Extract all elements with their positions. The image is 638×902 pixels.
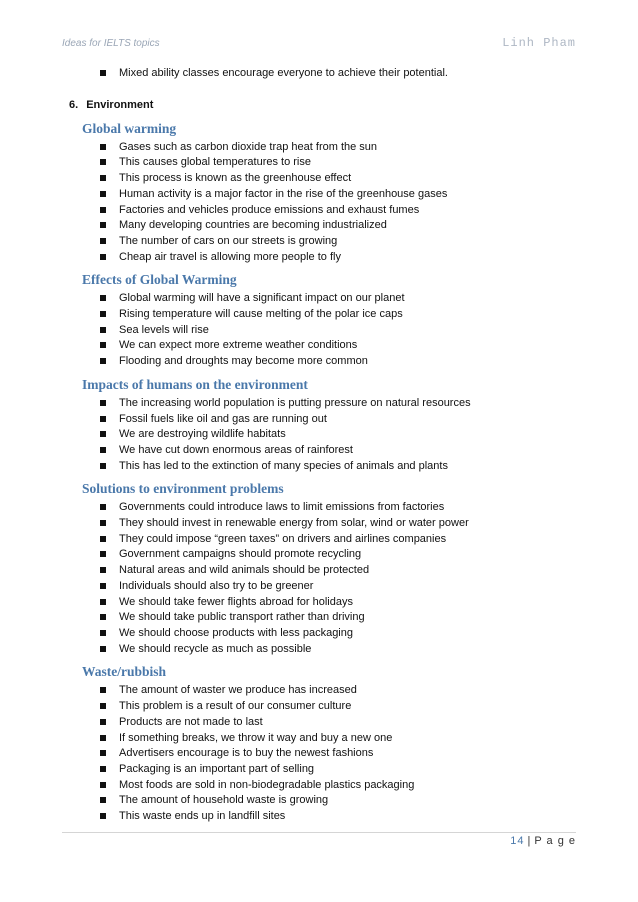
subsection-heading: Global warming [82, 120, 177, 136]
bullet-list [62, 140, 582, 266]
list-item: The number of cars on our streets is growing [100, 234, 582, 250]
list-item: Cheap air travel is allowing more people to fly [100, 250, 582, 266]
list-item: Advertisers encourage is to buy the newest fashions [100, 746, 582, 762]
list-item: Individuals should also try to be greener [100, 579, 582, 595]
page-footer [510, 835, 576, 847]
page-label: P a g e [534, 835, 576, 847]
list-item: We should choose products with less packaging [100, 626, 582, 642]
section-number: 6. [69, 98, 79, 111]
list-item: We can expect more extreme weather conditions [100, 338, 582, 354]
list-item: Gases such as carbon dioxide trap heat from the sun [100, 140, 582, 156]
list-item: Mixed ability classes encourage everyone to achieve their potential. [100, 66, 582, 82]
list-item: This waste ends up in landfill sites [100, 809, 582, 825]
list-item: We have cut down enormous areas of rainforest [100, 443, 582, 459]
subsection-heading: Waste/rubbish [82, 664, 167, 680]
section-title-text: Environment [86, 98, 154, 111]
list-item: We are destroying wildlife habitats [100, 427, 582, 443]
list-item: Most foods are sold in non-biodegradable plastics packaging [100, 778, 582, 794]
list-item: Packaging is an important part of selling [100, 762, 582, 778]
list-item: This problem is a result of our consumer culture [100, 699, 582, 715]
header-topic: Ideas for IELTS topics [62, 38, 160, 49]
list-item: Global warming will have a significant impact on our planet [100, 291, 582, 307]
page-number: 14 [510, 835, 525, 847]
list-item: We should take public transport rather than driving [100, 610, 582, 626]
list-item: Human activity is a major factor in the rise of the greenhouse gases [100, 187, 582, 203]
subsections [62, 121, 582, 825]
list-item: We should recycle as much as possible [100, 642, 582, 658]
list-item: This process is known as the greenhouse effect [100, 171, 582, 187]
list-item: If something breaks, we throw it way and buy a new one [100, 731, 582, 747]
document-body [62, 66, 582, 825]
list-item: We should take fewer flights abroad for holidays [100, 595, 582, 611]
page-header [62, 38, 576, 54]
bullet-list [62, 396, 582, 475]
list-item: They could impose “green taxes” on drivers and airlines companies [100, 532, 582, 548]
subsection-heading: Impacts of humans on the environment [82, 376, 308, 392]
list-item: Natural areas and wild animals should be protected [100, 563, 582, 579]
footer-separator: | [527, 835, 532, 847]
intro-list [62, 66, 582, 82]
list-item: The amount of waster we produce has increased [100, 683, 582, 699]
list-item: Factories and vehicles produce emissions and exhaust fumes [100, 203, 582, 219]
list-item: Governments could introduce laws to limit emissions from factories [100, 500, 582, 516]
list-item: This causes global temperatures to rise [100, 155, 582, 171]
list-item: Fossil fuels like oil and gas are running out [100, 412, 582, 428]
list-item: Rising temperature will cause melting of the polar ice caps [100, 307, 582, 323]
list-item: They should invest in renewable energy from solar, wind or water power [100, 516, 582, 532]
list-item: Products are not made to last [100, 715, 582, 731]
bullet-list [62, 683, 582, 824]
list-item: This has led to the extinction of many species of animals and plants [100, 459, 582, 475]
subsection-heading: Effects of Global Warming [82, 272, 237, 288]
list-item: Sea levels will rise [100, 323, 582, 339]
bullet-list [62, 500, 582, 657]
list-item: The increasing world population is putting pressure on natural resources [100, 396, 582, 412]
subsection-heading: Solutions to environment problems [82, 481, 284, 497]
list-item: Government campaigns should promote recycling [100, 547, 582, 563]
section-title [69, 99, 582, 111]
list-item: Many developing countries are becoming industrialized [100, 218, 582, 234]
header-author: Linh Pham [502, 36, 576, 50]
footer-divider [62, 832, 576, 833]
list-item: The amount of household waste is growing [100, 793, 582, 809]
bullet-list [62, 291, 582, 370]
list-item: Flooding and droughts may become more common [100, 354, 582, 370]
